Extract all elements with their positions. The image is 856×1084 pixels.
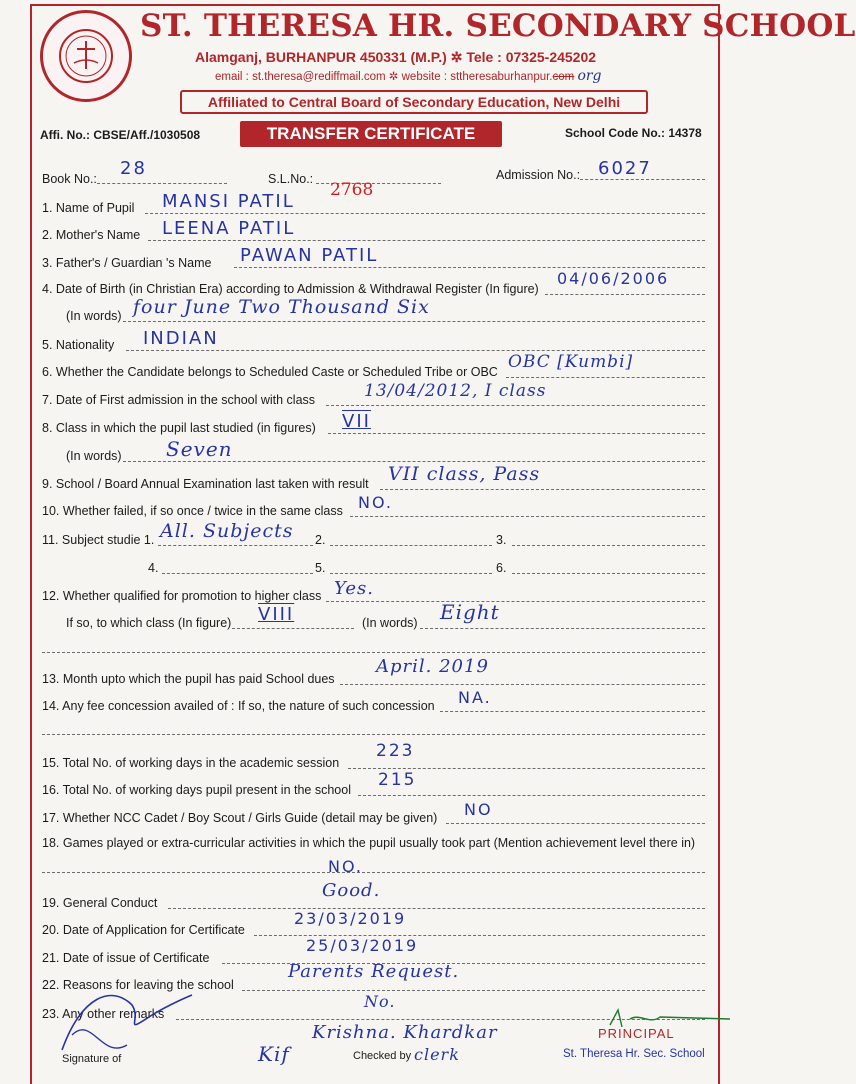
field-value-conduct: Good. <box>322 880 381 901</box>
field-label-10: 10. Whether failed, if so once / twice in the same class <box>42 504 343 518</box>
field-label-5: 5. Nationality <box>42 338 115 352</box>
school-name: ST. THERESA HR. SECONDARY SCHOOL <box>140 8 856 44</box>
subject-label-6: 6. <box>496 561 507 575</box>
field-value-working-days: 223 <box>376 741 415 761</box>
field-value-ncc: NO <box>464 800 493 819</box>
field-value-dues-month: April. 2019 <box>376 656 489 677</box>
subject-label-5: 5. <box>315 561 326 575</box>
book-number-value: 28 <box>120 158 147 179</box>
school-code: School Code No.: 14378 <box>565 126 702 140</box>
subject-line-3 <box>512 545 705 546</box>
field-label-6: 6. Whether the Candidate belongs to Scheduled Caste or Scheduled Tribe or OBC <box>42 365 498 379</box>
checked-by-label: Checked by <box>353 1050 412 1062</box>
field-line-9 <box>380 489 705 490</box>
field-label-22: 22. Reasons for leaving the school <box>42 978 234 992</box>
field-value-leaving-reason: Parents Request. <box>288 961 460 982</box>
field-label-8-words: (In words) <box>66 449 122 463</box>
admission-number-line <box>580 179 705 180</box>
field-value-subject-1: All. Subjects <box>160 520 294 542</box>
field-label-15: 15. Total No. of working days in the academic session <box>42 756 340 770</box>
subject-line-4 <box>162 573 313 574</box>
field-line-12b <box>232 628 354 629</box>
field-value-last-class: VII <box>342 411 371 432</box>
subject-line-6 <box>512 573 705 574</box>
field-line-19 <box>168 908 705 909</box>
field-line-15 <box>348 768 705 769</box>
affiliation-number: Affi. No.: CBSE/Aff./1030508 <box>40 128 201 142</box>
field-label-4: 4. Date of Birth (in Christian Era) according to Admission & Withdrawal Register (In figure) <box>42 282 539 296</box>
field-label-21: 21. Date of issue of Certificate <box>42 951 210 965</box>
field-value-nationality: INDIAN <box>143 328 219 349</box>
field-line-6 <box>506 377 705 378</box>
school-address: Alamganj, BURHANPUR 450331 (M.P.) ✲ Tele : 07325-245202 <box>195 49 597 65</box>
field-value-dob-figure: 04/06/2006 <box>557 269 670 288</box>
field-value-pupil-name: MANSI PATIL <box>162 191 295 212</box>
principal-school: St. Theresa Hr. Sec. School <box>563 1048 705 1060</box>
field-label-9: 9. School / Board Annual Examination last taken with result <box>42 477 369 491</box>
field-label-20: 20. Date of Application for Certificate <box>42 923 245 937</box>
website-strike: com <box>552 71 575 83</box>
field-value-mother-name: LEENA PATIL <box>162 218 296 239</box>
field-label-16: 16. Total No. of working days pupil present in the school <box>42 783 351 797</box>
field-label-7: 7. Date of First admission in the school with class <box>42 393 316 407</box>
field-value-last-class-words: Seven <box>166 437 233 461</box>
field-value-remarks: No. <box>364 992 396 1011</box>
checker-initials: Kif <box>258 1042 290 1066</box>
sl-number-value: 2768 <box>330 180 374 200</box>
subject-label-3: 3. <box>496 533 507 547</box>
website-handwritten-org: org <box>577 68 602 84</box>
field-label-11: 11. Subject studie 1. <box>42 533 155 547</box>
field-label-12b-words: (In words) <box>362 616 418 630</box>
school-contact <box>215 68 602 84</box>
field-label-8: 8. Class in which the pupil last studied (in figures) <box>42 421 316 435</box>
field-value-exam-result: VII class, Pass <box>388 463 541 485</box>
field-line-2 <box>148 240 705 241</box>
field-label-3: 3. Father's / Guardian 's Name <box>42 256 212 270</box>
field-label-14: 14. Any fee concession availed of : If so, the nature of such concession <box>42 699 435 713</box>
field-value-first-admission: 13/04/2012, I class <box>364 381 547 401</box>
field-label-1: 1. Name of Pupil <box>42 201 135 215</box>
field-value-issue-date: 25/03/2019 <box>306 936 419 955</box>
field-line-4-words <box>123 321 705 322</box>
affiliation-banner: Affiliated to Central Board of Secondary Education, New Delhi <box>180 90 648 114</box>
field-line-3 <box>234 267 705 268</box>
field-value-category: OBC [Kumbi] <box>508 352 634 372</box>
sl-number-label: S.L.No.: <box>268 172 314 186</box>
field-line-1 <box>145 213 705 214</box>
field-value-dob-words: four June Two Thousand Six <box>133 296 430 318</box>
field-line-4 <box>545 294 705 295</box>
blank-line-14b <box>42 734 705 735</box>
principal-label: PRINCIPAL <box>598 1026 675 1041</box>
subject-label-2: 2. <box>315 533 326 547</box>
subject-line-5 <box>330 573 492 574</box>
field-line-12 <box>326 601 705 602</box>
field-label-12: 12. Whether qualified for promotion to higher class <box>42 589 322 603</box>
field-line-22 <box>242 990 705 991</box>
checker-role: clerk <box>414 1045 460 1064</box>
field-line-18 <box>42 872 705 873</box>
field-label-4-words: (In words) <box>66 309 122 323</box>
field-value-next-class: VIII <box>258 604 295 625</box>
field-value-application-date: 23/03/2019 <box>294 909 407 928</box>
field-value-concession: NA. <box>458 688 492 707</box>
field-line-5 <box>126 350 705 351</box>
signature-label: Signature of <box>62 1053 122 1065</box>
field-line-8-words <box>123 461 705 462</box>
field-line-10 <box>350 516 705 517</box>
field-value-promotion: Yes. <box>334 578 374 599</box>
admission-number-label: Admission No.: <box>496 168 581 182</box>
field-label-12b: If so, to which class (In figure) <box>66 616 232 630</box>
field-line-14 <box>440 711 705 712</box>
subject-line-1 <box>158 545 313 546</box>
book-number-label: Book No.: <box>42 172 97 186</box>
field-label-17: 17. Whether NCC Cadet / Boy Scout / Girls Guide (detail may be given) <box>42 811 438 825</box>
admission-number-value: 6027 <box>598 158 652 179</box>
seal-cross-icon <box>43 13 129 99</box>
field-label-18: 18. Games played or extra-curricular activities in which the pupil usually took part (Mention achievement level there in) <box>42 836 696 850</box>
field-line-16 <box>358 795 705 796</box>
field-label-19: 19. General Conduct <box>42 896 158 910</box>
field-label-23: 23. Any other remarks <box>42 1007 165 1021</box>
field-line-8 <box>328 433 705 434</box>
school-seal-logo <box>40 10 132 102</box>
book-number-line <box>97 183 227 184</box>
field-value-father-name: PAWAN PATIL <box>240 245 379 266</box>
blank-line-12c <box>42 652 705 653</box>
email-website: email : st.theresa@rediffmail.com ✲ website : sttheresaburhanpur. <box>215 71 553 83</box>
field-line-13 <box>340 684 705 685</box>
field-value-present-days: 215 <box>378 770 417 790</box>
field-label-2: 2. Mother's Name <box>42 228 141 242</box>
subject-line-2 <box>330 545 492 546</box>
field-value-failed: NO. <box>358 493 393 512</box>
field-value-activities: NO. <box>328 857 363 876</box>
subject-label-4: 4. <box>148 561 159 575</box>
left-signature-icon <box>42 975 202 1065</box>
field-line-17 <box>446 823 705 824</box>
certificate-title: TRANSFER CERTIFICATE <box>240 121 502 147</box>
field-line-12b-words <box>420 628 705 629</box>
checker-name: Krishna. Khardkar <box>312 1022 498 1043</box>
field-line-7 <box>326 405 705 406</box>
field-label-13: 13. Month upto which the pupil has paid School dues <box>42 672 335 686</box>
field-value-next-class-words: Eight <box>440 600 500 624</box>
